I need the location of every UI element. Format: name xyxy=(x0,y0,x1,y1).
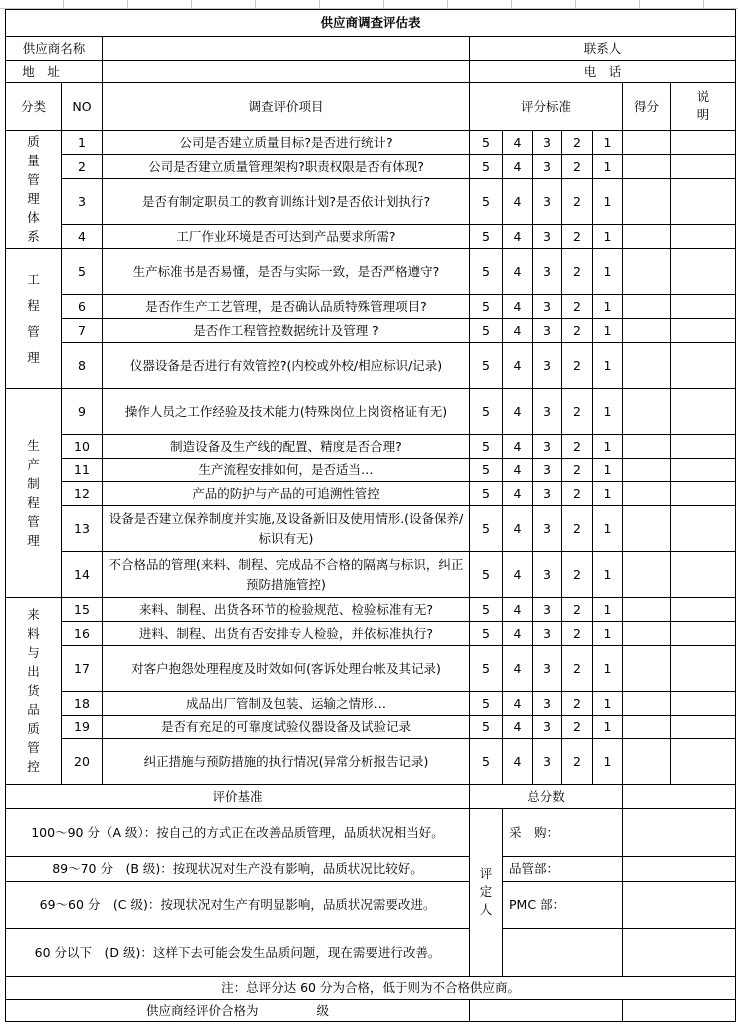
item-text: 工厂作业环境是否可达到产品要求所需? xyxy=(103,225,470,249)
col-item-header: 调查评价项目 xyxy=(103,83,470,131)
quality-label: 品管部： xyxy=(509,861,560,876)
score-2[interactable]: 2 xyxy=(562,343,593,389)
score-2[interactable]: 2 xyxy=(562,155,593,179)
score-cell[interactable] xyxy=(623,506,671,552)
score-5[interactable]: 5 xyxy=(470,249,503,295)
category-label: 生产制程管理 xyxy=(27,437,40,548)
category-cell xyxy=(6,389,62,598)
item-text: 设备是否建立保养制度并实施,及设备新旧及使用情形.(设备保养/标识有无) xyxy=(103,506,470,552)
score-5[interactable]: 5 xyxy=(470,692,503,716)
score-cell[interactable] xyxy=(623,249,671,295)
item-text: 是否有充足的可靠度试验仪器设备及试验记录 xyxy=(103,716,470,739)
score-3[interactable]: 3 xyxy=(533,646,562,692)
score-5[interactable]: 5 xyxy=(470,155,503,179)
grade-b-text: 89～70 分 (B 级)：按现状况对生产没有影响，品质状况比较好。 xyxy=(6,857,470,882)
item-text: 制造设备及生产线的配置、精度是否合理? xyxy=(103,435,470,459)
score-5[interactable]: 5 xyxy=(470,389,503,435)
blank-signature[interactable] xyxy=(623,929,736,977)
score-3[interactable]: 3 xyxy=(533,435,562,459)
score-2[interactable]: 2 xyxy=(562,739,593,785)
result-prefix: 供应商经评价合格为 xyxy=(146,1002,259,1018)
evaluator-label: 评定人 xyxy=(479,866,493,917)
score-2[interactable]: 2 xyxy=(562,179,593,225)
item-no: 15 xyxy=(62,598,103,622)
form-title: 供应商调查评估表 xyxy=(6,10,736,37)
score-3[interactable]: 3 xyxy=(533,343,562,389)
item-text: 仪器设备是否进行有效管控?(内校或外校/相应标识/记录) xyxy=(103,343,470,389)
score-1[interactable]: 1 xyxy=(593,131,623,155)
score-5[interactable]: 5 xyxy=(470,598,503,622)
score-1[interactable]: 1 xyxy=(593,319,623,343)
score-4[interactable]: 4 xyxy=(503,459,533,482)
item-no: 3 xyxy=(62,179,103,225)
item-no: 2 xyxy=(62,155,103,179)
score-3[interactable]: 3 xyxy=(533,692,562,716)
pass-note: 注：总评分达 60 分为合格，低于则为不合格供应商。 xyxy=(6,977,736,1000)
score-1[interactable]: 1 xyxy=(593,552,623,598)
score-2[interactable]: 2 xyxy=(562,459,593,482)
score-2[interactable]: 2 xyxy=(562,482,593,506)
score-3[interactable]: 3 xyxy=(533,295,562,319)
item-no: 17 xyxy=(62,646,103,692)
note-cell[interactable] xyxy=(671,716,736,739)
score-2[interactable]: 2 xyxy=(562,225,593,249)
score-5[interactable]: 5 xyxy=(470,552,503,598)
score-4[interactable]: 4 xyxy=(503,389,533,435)
score-3[interactable]: 3 xyxy=(533,179,562,225)
note-cell[interactable] xyxy=(671,482,736,506)
note-cell[interactable] xyxy=(671,646,736,692)
note-cell[interactable] xyxy=(671,389,736,435)
note-cell[interactable] xyxy=(671,249,736,295)
score-3[interactable]: 3 xyxy=(533,131,562,155)
score-2[interactable]: 2 xyxy=(562,295,593,319)
score-cell[interactable] xyxy=(623,389,671,435)
total-score-field[interactable] xyxy=(623,785,736,809)
supplier-evaluation-form xyxy=(5,9,736,1022)
score-cell[interactable] xyxy=(623,225,671,249)
quality-signature[interactable] xyxy=(623,857,736,882)
score-cell[interactable] xyxy=(623,435,671,459)
score-4[interactable]: 4 xyxy=(503,343,533,389)
note-cell[interactable] xyxy=(671,295,736,319)
note-cell[interactable] xyxy=(671,435,736,459)
score-cell[interactable] xyxy=(623,343,671,389)
score-1[interactable]: 1 xyxy=(593,225,623,249)
score-1[interactable]: 1 xyxy=(593,295,623,319)
item-no: 11 xyxy=(62,459,103,482)
item-no: 13 xyxy=(62,506,103,552)
score-cell[interactable] xyxy=(623,692,671,716)
score-1[interactable]: 1 xyxy=(593,179,623,225)
score-4[interactable]: 4 xyxy=(503,155,533,179)
score-2[interactable]: 2 xyxy=(562,598,593,622)
note-cell[interactable] xyxy=(671,459,736,482)
item-text: 公司是否建立质量管理架构?职责权限是否有体现? xyxy=(103,155,470,179)
item-no: 19 xyxy=(62,716,103,739)
purchase-label: 采 购： xyxy=(509,824,560,840)
score-4[interactable]: 4 xyxy=(503,552,533,598)
blank-cell[interactable] xyxy=(503,929,623,977)
pmc-cell[interactable] xyxy=(503,882,623,929)
grade-a-text: 100～90 分（A 级）：按自己的方式正在改善品质管理，品质状况相当好。 xyxy=(6,809,470,857)
score-4[interactable]: 4 xyxy=(503,739,533,785)
score-3[interactable]: 3 xyxy=(533,155,562,179)
supplier-name-label: 供应商名称 xyxy=(6,37,103,61)
note-cell[interactable] xyxy=(671,179,736,225)
pmc-label: PMC 部： xyxy=(509,897,566,912)
item-text: 产品的防护与产品的可追溯性管控 xyxy=(103,482,470,506)
supplier-name-field[interactable] xyxy=(103,37,470,61)
score-1[interactable]: 1 xyxy=(593,692,623,716)
item-text: 纠正措施与预防措施的执行情况(异常分析报告记录) xyxy=(103,739,470,785)
score-3[interactable]: 3 xyxy=(533,716,562,739)
score-3[interactable]: 3 xyxy=(533,552,562,598)
item-no: 1 xyxy=(62,131,103,155)
result-cell xyxy=(6,1000,470,1022)
score-3[interactable]: 3 xyxy=(533,482,562,506)
note-cell[interactable] xyxy=(671,319,736,343)
score-5[interactable]: 5 xyxy=(470,459,503,482)
score-1[interactable]: 1 xyxy=(593,622,623,646)
score-2[interactable]: 2 xyxy=(562,692,593,716)
item-no: 10 xyxy=(62,435,103,459)
score-5[interactable]: 5 xyxy=(470,179,503,225)
score-3[interactable]: 3 xyxy=(533,389,562,435)
col-standard-header: 评分标准 xyxy=(470,83,623,131)
note-cell[interactable] xyxy=(671,739,736,785)
score-2[interactable]: 2 xyxy=(562,131,593,155)
score-2[interactable]: 2 xyxy=(562,249,593,295)
score-4[interactable]: 4 xyxy=(503,249,533,295)
category-cell xyxy=(6,598,62,785)
item-text: 对客户抱怨处理程度及时效如何(客诉处理台帐及其记录) xyxy=(103,646,470,692)
evaluation-basis-label: 评价基准 xyxy=(6,785,470,809)
item-no: 8 xyxy=(62,343,103,389)
score-4[interactable]: 4 xyxy=(503,319,533,343)
score-1[interactable]: 1 xyxy=(593,646,623,692)
item-no: 4 xyxy=(62,225,103,249)
note-cell[interactable] xyxy=(671,552,736,598)
score-5[interactable]: 5 xyxy=(470,646,503,692)
score-3[interactable]: 3 xyxy=(533,506,562,552)
score-1[interactable]: 1 xyxy=(593,343,623,389)
result-blank[interactable] xyxy=(470,1000,623,1022)
score-5[interactable]: 5 xyxy=(470,716,503,739)
score-4[interactable]: 4 xyxy=(503,598,533,622)
score-1[interactable]: 1 xyxy=(593,389,623,435)
category-cell xyxy=(6,131,62,249)
score-4[interactable]: 4 xyxy=(503,692,533,716)
item-no: 16 xyxy=(62,622,103,646)
score-2[interactable]: 2 xyxy=(562,646,593,692)
score-5[interactable]: 5 xyxy=(470,506,503,552)
score-2[interactable]: 2 xyxy=(562,389,593,435)
score-cell[interactable] xyxy=(623,319,671,343)
score-2[interactable]: 2 xyxy=(562,319,593,343)
category-label: 质量管理体系 xyxy=(27,134,40,244)
address-label: 地 址 xyxy=(6,61,103,83)
category-label: 工程管理 xyxy=(27,271,40,365)
score-cell[interactable] xyxy=(623,646,671,692)
result-suffix: 级 xyxy=(316,1002,329,1018)
score-1[interactable]: 1 xyxy=(593,249,623,295)
result-blank-2[interactable] xyxy=(623,1000,736,1022)
note-cell[interactable] xyxy=(671,225,736,249)
purchase-cell[interactable] xyxy=(503,809,623,857)
contact-label[interactable]: 联系人 xyxy=(470,37,736,61)
item-no: 12 xyxy=(62,482,103,506)
item-text: 生产标准书是否易懂，是否与实际一致，是否严格遵守? xyxy=(103,249,470,295)
score-4[interactable]: 4 xyxy=(503,482,533,506)
score-cell[interactable] xyxy=(623,295,671,319)
item-no: 18 xyxy=(62,692,103,716)
address-field[interactable] xyxy=(103,61,470,83)
score-3[interactable]: 3 xyxy=(533,249,562,295)
score-4[interactable]: 4 xyxy=(503,506,533,552)
score-1[interactable]: 1 xyxy=(593,739,623,785)
score-5[interactable]: 5 xyxy=(470,319,503,343)
score-cell[interactable] xyxy=(623,716,671,739)
score-5[interactable]: 5 xyxy=(470,435,503,459)
item-no: 6 xyxy=(62,295,103,319)
score-4[interactable]: 4 xyxy=(503,179,533,225)
col-no-header: NO xyxy=(62,83,103,131)
column-header-strip xyxy=(0,0,738,9)
item-text: 是否有制定职员工的教育训练计划?是否依计划执行? xyxy=(103,179,470,225)
item-text: 成品出厂管制及包装、运输之情形… xyxy=(103,692,470,716)
pmc-signature[interactable] xyxy=(623,882,736,929)
score-cell[interactable] xyxy=(623,622,671,646)
score-2[interactable]: 2 xyxy=(562,435,593,459)
note-cell[interactable] xyxy=(671,155,736,179)
score-1[interactable]: 1 xyxy=(593,459,623,482)
note-cell[interactable] xyxy=(671,598,736,622)
note-cell[interactable] xyxy=(671,131,736,155)
score-cell[interactable] xyxy=(623,739,671,785)
score-1[interactable]: 1 xyxy=(593,716,623,739)
item-no: 5 xyxy=(62,249,103,295)
item-text: 进料、制程、出货有否安排专人检验，并依标准执行? xyxy=(103,622,470,646)
score-5[interactable]: 5 xyxy=(470,343,503,389)
category-label: 来料与出货品质管控 xyxy=(27,607,40,774)
col-score-header: 得分 xyxy=(623,83,671,131)
score-3[interactable]: 3 xyxy=(533,459,562,482)
score-1[interactable]: 1 xyxy=(593,506,623,552)
score-4[interactable]: 4 xyxy=(503,622,533,646)
score-cell[interactable] xyxy=(623,131,671,155)
note-cell[interactable] xyxy=(671,692,736,716)
score-1[interactable]: 1 xyxy=(593,435,623,459)
score-cell[interactable] xyxy=(623,598,671,622)
item-text: 生产流程安排如何，是否适当… xyxy=(103,459,470,482)
category-cell xyxy=(6,249,62,389)
score-2[interactable]: 2 xyxy=(562,716,593,739)
evaluator-cell xyxy=(470,809,503,977)
purchase-signature[interactable] xyxy=(623,809,736,857)
score-3[interactable]: 3 xyxy=(533,622,562,646)
score-3[interactable]: 3 xyxy=(533,739,562,785)
score-3[interactable]: 3 xyxy=(533,225,562,249)
item-text: 操作人员之工作经验及技术能力(特殊岗位上岗资格证有无) xyxy=(103,389,470,435)
item-no: 14 xyxy=(62,552,103,598)
note-cell[interactable] xyxy=(671,343,736,389)
item-text: 公司是否建立质量目标?是否进行统计? xyxy=(103,131,470,155)
col-note-header: 说明 xyxy=(671,83,736,131)
score-4[interactable]: 4 xyxy=(503,225,533,249)
score-cell[interactable] xyxy=(623,552,671,598)
score-5[interactable]: 5 xyxy=(470,739,503,785)
grade-c-text: 69～60 分 (C 级)：按现状况对生产有明显影响，品质状况需要改进。 xyxy=(6,882,470,929)
item-text: 不合格品的管理(来料、制程、完成品不合格的隔离与标识，纠正预防措施管控) xyxy=(103,552,470,598)
score-5[interactable]: 5 xyxy=(470,295,503,319)
score-2[interactable]: 2 xyxy=(562,552,593,598)
score-1[interactable]: 1 xyxy=(593,482,623,506)
score-5[interactable]: 5 xyxy=(470,225,503,249)
item-no: 20 xyxy=(62,739,103,785)
score-2[interactable]: 2 xyxy=(562,506,593,552)
score-4[interactable]: 4 xyxy=(503,646,533,692)
phone-label[interactable]: 电 话 xyxy=(470,61,736,83)
score-1[interactable]: 1 xyxy=(593,598,623,622)
item-text: 是否作工程管控数据统计及管理 ? xyxy=(103,319,470,343)
item-text: 是否作生产工艺管理，是否确认品质特殊管理项目? xyxy=(103,295,470,319)
score-cell[interactable] xyxy=(623,155,671,179)
total-score-label: 总分数 xyxy=(470,785,623,809)
score-1[interactable]: 1 xyxy=(593,155,623,179)
item-no: 7 xyxy=(62,319,103,343)
score-2[interactable]: 2 xyxy=(562,622,593,646)
score-4[interactable]: 4 xyxy=(503,716,533,739)
score-4[interactable]: 4 xyxy=(503,131,533,155)
note-cell[interactable] xyxy=(671,506,736,552)
score-5[interactable]: 5 xyxy=(470,131,503,155)
grade-d-text: 60 分以下 (D 级)：这样下去可能会发生品质问题，现在需要进行改善。 xyxy=(6,929,470,977)
score-5[interactable]: 5 xyxy=(470,622,503,646)
score-cell[interactable] xyxy=(623,179,671,225)
score-4[interactable]: 4 xyxy=(503,295,533,319)
note-cell[interactable] xyxy=(671,622,736,646)
item-no: 9 xyxy=(62,389,103,435)
quality-cell[interactable] xyxy=(503,857,623,882)
score-3[interactable]: 3 xyxy=(533,598,562,622)
score-cell[interactable] xyxy=(623,482,671,506)
score-3[interactable]: 3 xyxy=(533,319,562,343)
col-category-header: 分类 xyxy=(6,83,62,131)
item-text: 来料、制程、出货各环节的检验规范、检验标准有无? xyxy=(103,598,470,622)
score-5[interactable]: 5 xyxy=(470,482,503,506)
score-4[interactable]: 4 xyxy=(503,435,533,459)
score-cell[interactable] xyxy=(623,459,671,482)
